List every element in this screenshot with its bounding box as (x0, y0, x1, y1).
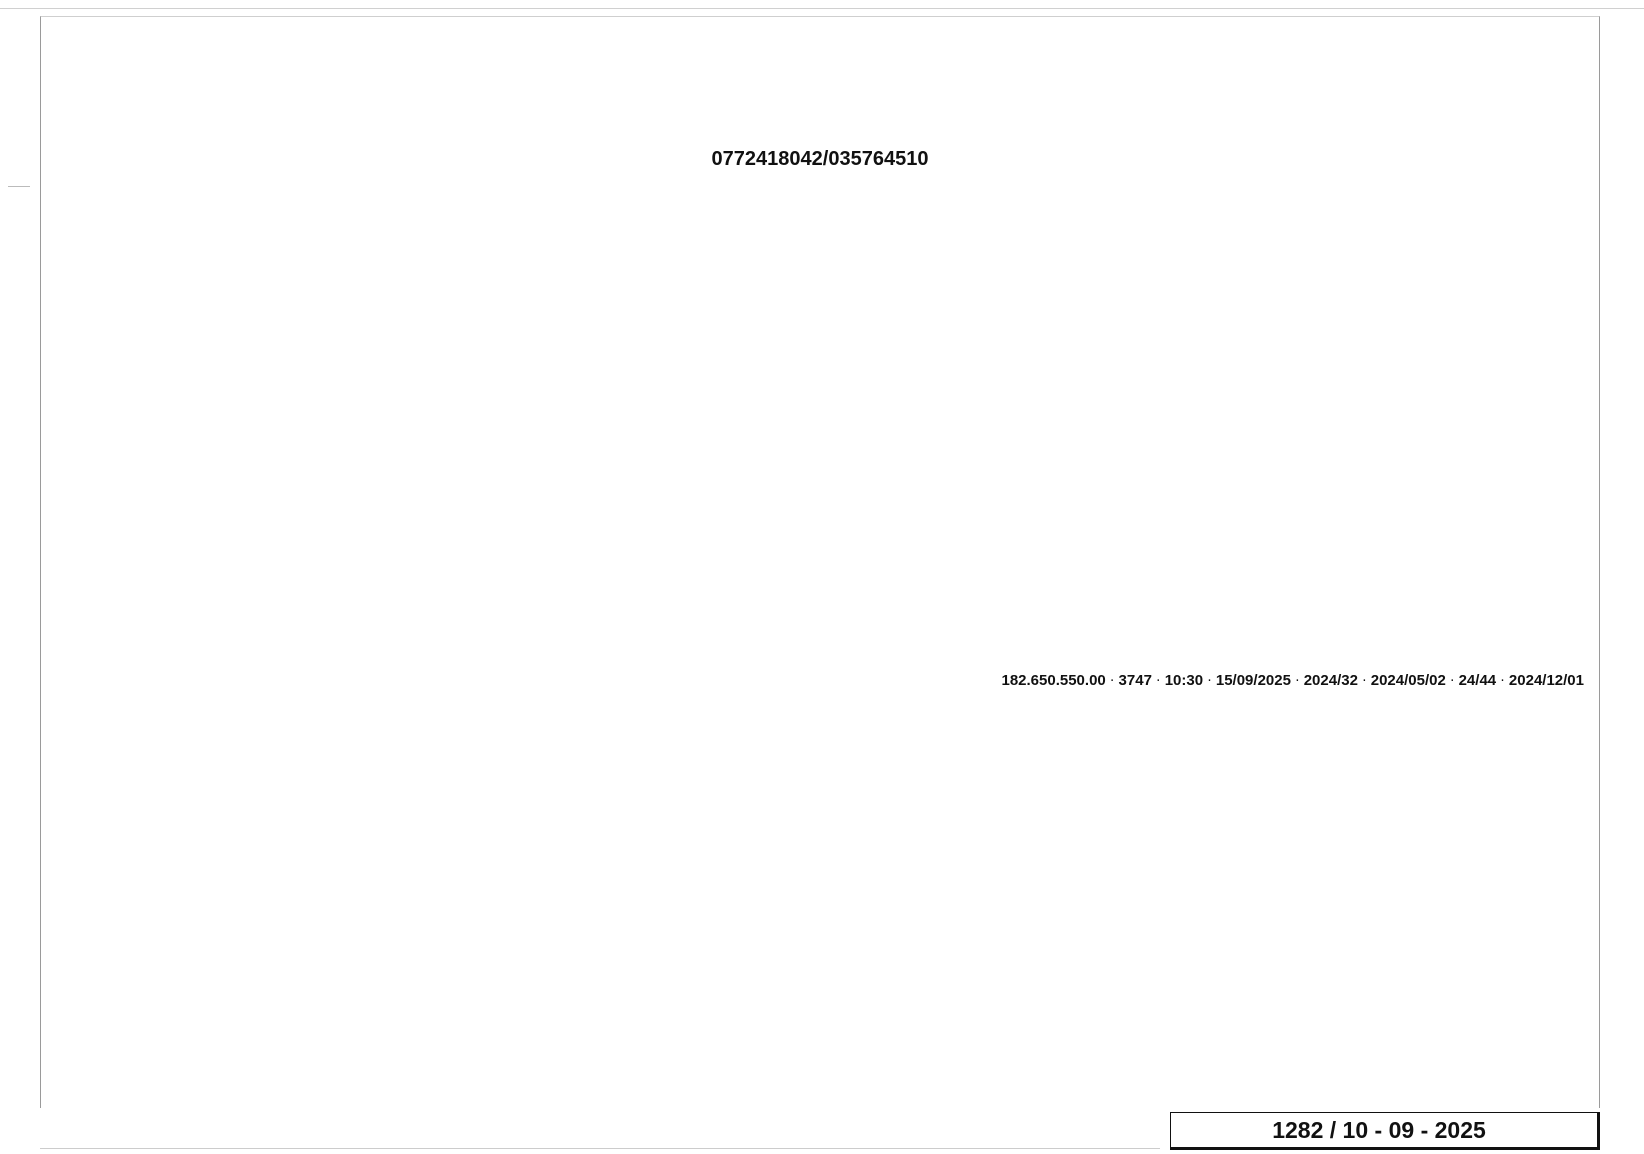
body-paragraph (56, 650, 1584, 670)
body-paragraph (56, 222, 1584, 242)
reserve-price: 182.650.550.00 (1001, 671, 1106, 689)
body-paragraph (56, 507, 1584, 527)
order-number: 24/44 (1458, 671, 1497, 689)
letterhead (40, 28, 1600, 203)
office-heading (40, 57, 1600, 86)
body-paragraph (56, 630, 1584, 650)
body-paragraph (56, 263, 1584, 283)
phone-line (40, 144, 1600, 174)
body-paragraph (56, 365, 1584, 385)
body-paragraph (56, 487, 1584, 507)
body-paragraph (56, 324, 1584, 344)
margin-mark (8, 186, 30, 187)
office-address (40, 86, 1600, 115)
body-paragraph (56, 528, 1584, 548)
order-date: 2024/12/01 (1508, 671, 1584, 689)
deposit-number: 2024/32 (1303, 671, 1358, 689)
body-paragraph (56, 467, 1584, 487)
republic-heading (40, 28, 1600, 57)
issue-box (1170, 1112, 1600, 1150)
sale-time: 10:30 (1164, 671, 1204, 689)
bottom-divider (40, 1148, 1160, 1149)
body-paragraph (56, 569, 1584, 589)
body-paragraph (56, 426, 1584, 446)
body-paragraph (56, 242, 1584, 262)
body-paragraph (56, 304, 1584, 324)
announcement-body (56, 222, 1584, 1058)
liquidator-line (40, 115, 1600, 144)
plot-area: 3747 (1118, 671, 1152, 689)
deposit-date: 2024/05/02 (1370, 671, 1446, 689)
top-divider (0, 8, 1644, 9)
body-paragraph (56, 385, 1584, 405)
issue-number-date: 2025 - 09 - 10 / 1282 (1272, 1116, 1486, 1143)
body-paragraph (56, 609, 1584, 629)
key-figures: 2024/12/01 · 24/44 · 2024/05/02 · 2024/32 · 15/09/2025 · 10:30 · 3747 · 182.650.550.00 (1001, 671, 1584, 689)
sale-date: 15/09/2025 (1215, 671, 1291, 689)
announcement-title (40, 174, 1600, 203)
body-paragraph (56, 406, 1584, 426)
body-paragraph (56, 344, 1584, 364)
body-paragraph (56, 283, 1584, 303)
body-paragraph (56, 446, 1584, 466)
body-paragraph (56, 548, 1584, 568)
body-paragraph (56, 589, 1584, 609)
phone-number: 0772418042/035764510 (711, 148, 929, 170)
